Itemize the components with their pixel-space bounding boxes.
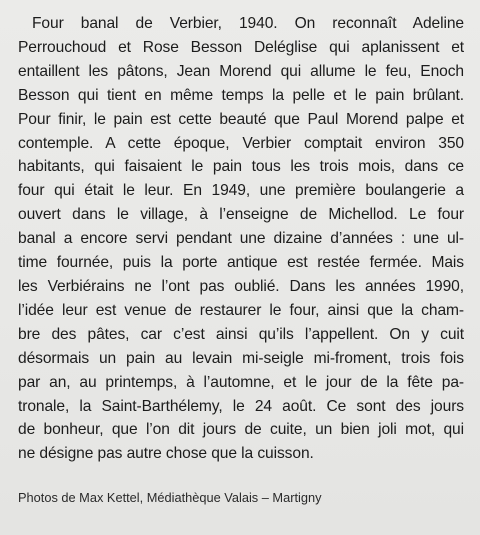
- text-line: time fournée, puis la porte antique est restée fermée. Mais: [18, 254, 464, 272]
- body-paragraph: [18, 12, 464, 466]
- text-line: ne désigne pas autre chose que la cuisson.: [18, 445, 314, 463]
- text-line: Four banal de Verbier, 1940. On reconnaît Adeline: [32, 15, 464, 32]
- text-line: les Verbiérains ne l’ont pas oublié. Dans les années 1990,: [18, 277, 464, 295]
- text-line: par an, au printemps, à l’automne, et le jour de la fête pa-: [18, 373, 464, 391]
- text-line: l’idée leur est venue de restaurer le four, ainsi que la cham-: [18, 301, 464, 319]
- text-line: bre des pâtes, car c’est ainsi qu’ils l’appellent. On y cuit: [18, 325, 464, 343]
- text-line: Perrouchoud et Rose Besson Deléglise qui aplanissent et: [18, 38, 464, 56]
- text-line: Besson qui tient en même temps la pelle et le pain brûlant.: [18, 86, 464, 104]
- text-line: habitants, qui faisaient le pain tous les trois mois, dans ce: [18, 158, 464, 176]
- text-line: ouvert dans le village, à l’enseigne de Michellod. Le four: [18, 206, 464, 224]
- text-line: banal a encore servi pendant une dizaine d’années : une ul-: [18, 230, 464, 248]
- text-line: contemple. A cette époque, Verbier comptait environ 350: [18, 134, 464, 152]
- text-line: four qui était le leur. En 1949, une première boulangerie a: [18, 182, 464, 200]
- text-line: entaillent les pâtons, Jean Morend qui allume le feu, Enoch: [18, 62, 464, 80]
- text-line: tronale, la Saint-Barthélemy, le 24 août. Ce sont des jours: [18, 397, 464, 415]
- photo-credit: Photos de Max Kettel, Médiathèque Valais – Martigny: [18, 490, 322, 505]
- text-line: désormais un pain au levain mi-seigle mi-froment, trois fois: [18, 349, 464, 367]
- text-line: de bonheur, que l’on dit jours de cuite, un bien joli mot, qui: [18, 421, 464, 439]
- text-line: Pour finir, le pain est cette beauté que Paul Morend palpe et: [18, 110, 464, 128]
